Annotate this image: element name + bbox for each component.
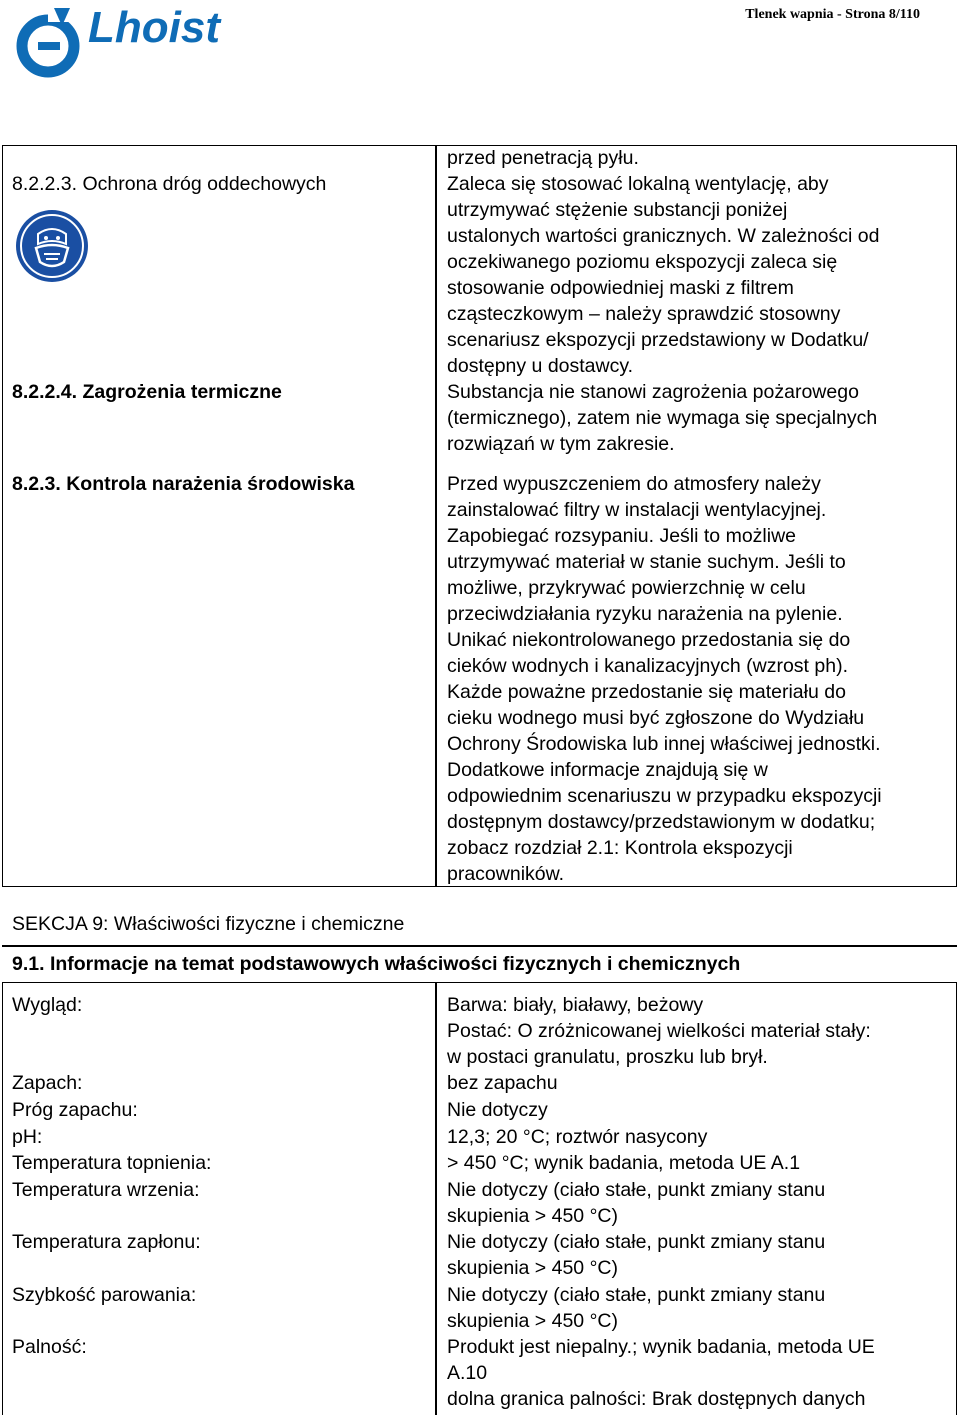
property-value: bez zapachu bbox=[447, 1072, 558, 1094]
text-line: stosowanie odpowiedniej maski z filtrem bbox=[447, 277, 794, 299]
property-label: Temperatura zapłonu: bbox=[12, 1231, 201, 1253]
text-line: możliwe, przykrywać powierzchnię w celu bbox=[447, 577, 806, 599]
text-line: Przed wypuszczeniem do atmosfery należy bbox=[447, 473, 821, 495]
text-line: dostępny u dostawcy. bbox=[447, 355, 634, 377]
property-value: Nie dotyczy bbox=[447, 1099, 548, 1121]
section-divider bbox=[2, 945, 957, 947]
property-label: Szybkość parowania: bbox=[12, 1284, 197, 1306]
section-9-heading: SEKCJA 9: Właściwości fizyczne i chemiczne bbox=[12, 913, 405, 935]
text-line: oczekiwanego poziomu ekspozycji zaleca się bbox=[447, 251, 838, 273]
property-label: Temperatura wrzenia: bbox=[12, 1179, 200, 1201]
property-value: skupienia > 450 °C) bbox=[447, 1310, 618, 1332]
column-divider bbox=[435, 982, 437, 1415]
lhoist-logo bbox=[10, 4, 230, 88]
text-line: pracowników. bbox=[447, 863, 565, 885]
property-value: Nie dotyczy (ciało stałe, punkt zmiany stanu bbox=[447, 1284, 826, 1306]
property-value: > 450 °C; wynik badania, metoda UE A.1 bbox=[447, 1152, 801, 1174]
text-line: zobacz rozdział 2.1: Kontrola ekspozycji bbox=[447, 837, 793, 859]
property-value: skupienia > 450 °C) bbox=[447, 1205, 618, 1227]
text-line: Zapobiegać rozsypaniu. Jeśli to możliwe bbox=[447, 525, 797, 547]
text-line: Dodatkowe informacje znajdują się w bbox=[447, 759, 768, 781]
text-line: Ochrony Środowiska lub innej właściwej jednostki. bbox=[447, 733, 881, 755]
property-value: Nie dotyczy (ciało stałe, punkt zmiany stanu bbox=[447, 1231, 826, 1253]
thermal-heading: 8.2.2.4. Zagrożenia termiczne bbox=[12, 381, 282, 403]
property-label: Palność: bbox=[12, 1336, 87, 1358]
text-line: zainstalować filtry w instalacji wentylacyjnej. bbox=[447, 499, 827, 521]
property-label: Temperatura topnienia: bbox=[12, 1152, 212, 1174]
property-value: Produkt jest niepalny.; wynik badania, metoda UE bbox=[447, 1336, 875, 1358]
text-line: scenariusz ekspozycji przedstawiony w Dodatku/ bbox=[447, 329, 869, 351]
column-divider bbox=[435, 145, 437, 887]
property-label: pH: bbox=[12, 1126, 43, 1148]
continued-text: przed penetracją pyłu. bbox=[447, 147, 639, 169]
text-line: rozwiązań w tym zakresie. bbox=[447, 433, 675, 455]
text-line: ustalonych wartości granicznych. W zależności od bbox=[447, 225, 880, 247]
property-value: Postać: O zróżnicowanej wielkości materiał stały: bbox=[447, 1020, 871, 1042]
text-line: przeciwdziałania ryzyku narażenia na pylenie. bbox=[447, 603, 843, 625]
text-line: Substancja nie stanowi zagrożenia pożarowego bbox=[447, 381, 859, 403]
property-value: 12,3; 20 °C; roztwór nasycony bbox=[447, 1126, 708, 1148]
property-value: dolna granica palności: Brak dostępnych danych bbox=[447, 1388, 866, 1410]
text-line: cieku wodnego musi być zgłoszone do Wydziału bbox=[447, 707, 865, 729]
property-label: Wygląd: bbox=[12, 994, 83, 1016]
property-value: Nie dotyczy (ciało stałe, punkt zmiany stanu bbox=[447, 1179, 826, 1201]
property-value: A.10 bbox=[447, 1362, 488, 1384]
section-9-1-heading: 9.1. Informacje na temat podstawowych właściwości fizycznych i chemicznych bbox=[12, 953, 741, 975]
respirator-mask-icon bbox=[14, 208, 90, 284]
text-line: (termicznego), zatem nie wymaga się specjalnych bbox=[447, 407, 878, 429]
environment-heading: 8.2.3. Kontrola narażenia środowiska bbox=[12, 473, 355, 495]
page-title: Tlenek wapnia - Strona 8/110 bbox=[745, 7, 920, 22]
property-value: Barwa: biały, białawy, beżowy bbox=[447, 994, 704, 1016]
text-line: cieków wodnych i kanalizacyjnych (wzrost ph). bbox=[447, 655, 848, 677]
text-line: dostępnym dostawcy/przedstawionym w dodatku; bbox=[447, 811, 876, 833]
text-line: utrzymywać materiał w stanie suchym. Jeśli to bbox=[447, 551, 846, 573]
property-label: Próg zapachu: bbox=[12, 1099, 138, 1121]
text-line: odpowiednim scenariuszu w przypadku ekspozycji bbox=[447, 785, 882, 807]
svg-text:Lhoist: Lhoist bbox=[88, 4, 220, 52]
text-line: utrzymywać stężenie substancji poniżej bbox=[447, 199, 788, 221]
text-line: Zaleca się stosować lokalną wentylację, aby bbox=[447, 173, 829, 195]
respiratory-heading: 8.2.2.3. Ochrona dróg oddechowych bbox=[12, 173, 327, 195]
text-line: Każde poważne przedostanie się materiału do bbox=[447, 681, 846, 703]
text-line: Unikać niekontrolowanego przedostania się do bbox=[447, 629, 851, 651]
property-value: w postaci granulatu, proszku lub brył. bbox=[447, 1046, 768, 1068]
property-label: Zapach: bbox=[12, 1072, 83, 1094]
property-value: skupienia > 450 °C) bbox=[447, 1257, 618, 1279]
text-line: cząsteczkowym – należy sprawdzić stosowny bbox=[447, 303, 841, 325]
